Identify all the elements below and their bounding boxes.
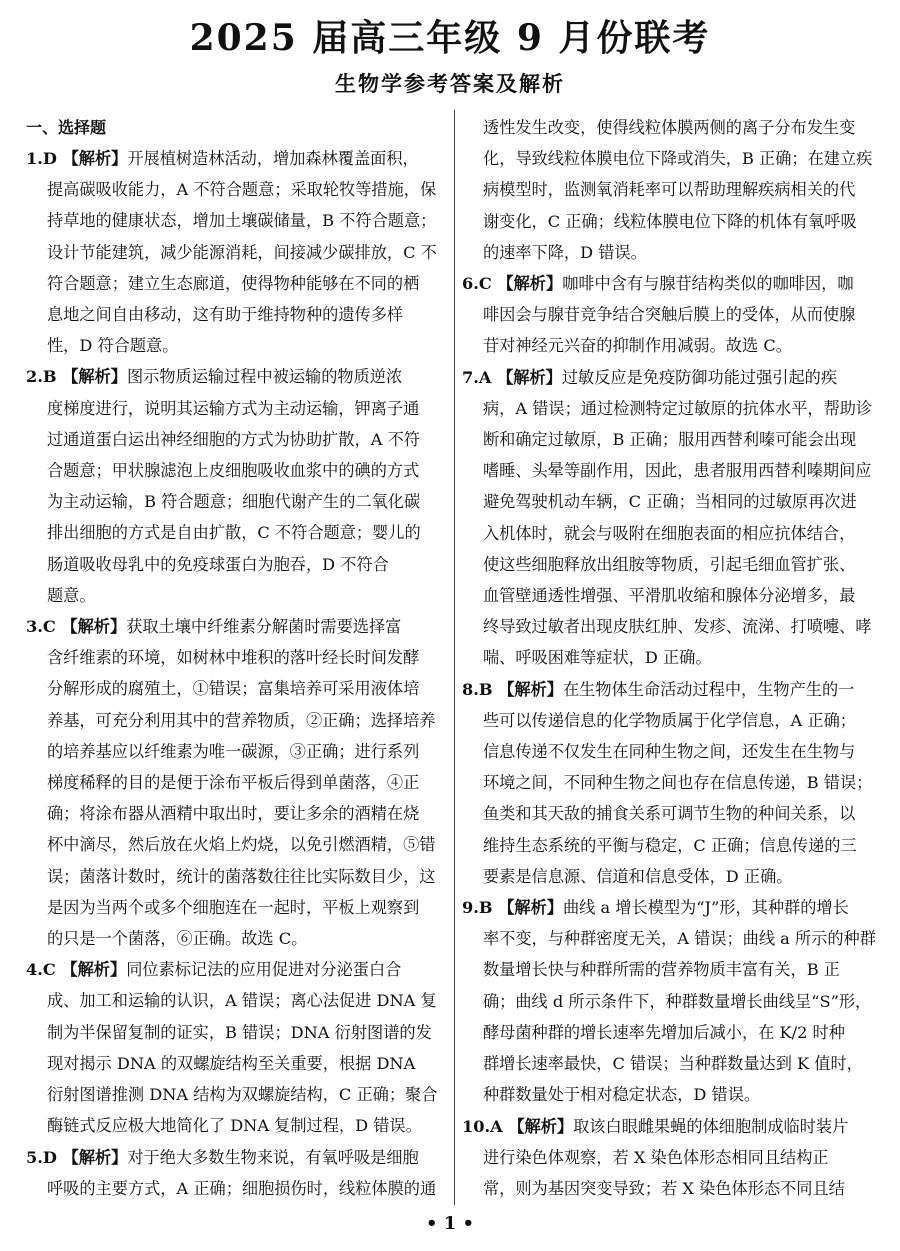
analysis-tag: 【解析】 bbox=[56, 149, 128, 168]
answer-line bbox=[26, 705, 444, 736]
answer-text: 取该白眼雌果蝇的体细胞制成临时装片 bbox=[573, 1116, 849, 1136]
answer-text: 成、加工和运输的认识，A 错误；离心法促进 DNA 复 bbox=[47, 991, 437, 1011]
answer-line bbox=[26, 205, 444, 236]
answer-line bbox=[26, 268, 444, 299]
answer-text: 过敏反应是免疫防御功能过强引起的疾 bbox=[561, 367, 838, 387]
answer-text: 呼吸的主要方式，A 正确；细胞损伤时，线粒体膜的通 bbox=[47, 1178, 437, 1198]
answer-text: 酵母菌种群的增长速率先增加后减小，在 K/2 时种 bbox=[483, 1022, 845, 1042]
answer-text: 喘、呼吸困难等症状，D 正确。 bbox=[483, 648, 712, 668]
right-column bbox=[462, 112, 880, 1204]
answer-line bbox=[26, 1110, 444, 1141]
answer-line bbox=[462, 954, 880, 985]
answer-text: 设计节能建筑，减少能源消耗，间接减少碳排放，C 不 bbox=[47, 242, 437, 262]
question-number: 4.C bbox=[26, 960, 56, 980]
answer-text: 化，导致线粒体膜电位下降或消失，B 正确；在建立疾 bbox=[483, 149, 873, 169]
answer-text: 的只是一个菌落，⑥正确。故选 C。 bbox=[47, 929, 308, 949]
answer-line bbox=[462, 143, 880, 174]
answer-text: 排出细胞的方式是自由扩散，C 不符合题意；婴儿的 bbox=[47, 523, 421, 543]
answer-text: 在生物体生命活动过程中，生物产生的一 bbox=[562, 679, 855, 699]
answer-line bbox=[26, 1173, 444, 1204]
answer-text: 养基，可充分利用其中的营养物质，②正确；选择培养 bbox=[47, 710, 436, 730]
answer-text: 题意。 bbox=[47, 585, 96, 605]
answer-text: 现对揭示 DNA 的双螺旋结构至关重要，根据 DNA bbox=[47, 1053, 416, 1073]
answer-text: 数量增长快与种群所需的营养物质丰富有关，B 正 bbox=[483, 960, 840, 980]
analysis-tag: 【解析】 bbox=[491, 274, 563, 294]
answer-text: 性，D 符合题意。 bbox=[47, 336, 179, 356]
answer-line bbox=[462, 518, 880, 549]
answer-line bbox=[462, 736, 880, 767]
answer-line bbox=[26, 330, 444, 361]
answer-text: 误；菌落计数时，统计的菌落数往往比实际数目少，这 bbox=[47, 866, 436, 886]
answer-text: 入机体时，就会与吸附在细胞表面的相应抗体结合， bbox=[483, 523, 856, 543]
analysis-tag: 【解析】 bbox=[55, 617, 127, 637]
answer-line bbox=[462, 798, 880, 829]
answer-text: 确；曲线 d 所示条件下，种群数量增长曲线呈“S”形， bbox=[483, 991, 872, 1011]
answer-text: 进行染色体观察，若 X 染色体形态相同且结构正 bbox=[483, 1147, 829, 1167]
answer-text: 提高碳吸收能力，A 不符合题意；采取轮牧等措施，保 bbox=[47, 180, 437, 200]
answer-line bbox=[26, 892, 444, 923]
answer-line bbox=[462, 767, 880, 798]
answer-text: 环境之间，不同种生物之间也存在信息传递，B 错误； bbox=[483, 773, 873, 793]
answer-line bbox=[462, 1048, 880, 1079]
answer-text: 的培养基应以纤维素为唯一碳源，③正确；进行系列 bbox=[47, 741, 420, 761]
answer-line bbox=[26, 1079, 444, 1110]
answer-text: 些可以传递信息的化学物质属于化学信息，A 正确； bbox=[483, 710, 856, 730]
answer-line bbox=[26, 985, 444, 1016]
answer-line bbox=[26, 143, 444, 174]
answer-text: 肠道吸收母乳中的免疫球蛋白为胞吞，D 不符合 bbox=[47, 554, 389, 574]
answer-text: 断和确定过敏原，B 正确；服用西替利嗪可能会出现 bbox=[483, 430, 857, 450]
answer-line bbox=[26, 1017, 444, 1048]
answer-text: 透性发生改变，使得线粒体膜两侧的离子分布发生变 bbox=[483, 118, 856, 137]
answer-text: 啡因会与腺苷竞争结合突触后膜上的受体，从而使腺 bbox=[483, 305, 856, 325]
answer-text: 的速率下降，D 错误。 bbox=[483, 242, 647, 262]
answer-line bbox=[26, 1142, 444, 1173]
section-heading: 一、选择题 bbox=[26, 118, 107, 137]
analysis-tag: 【解析】 bbox=[502, 1116, 574, 1136]
answer-text: 持草地的健康状态，增加土壤碳储量，B 不符合题意； bbox=[47, 211, 437, 231]
question-number: 6.C bbox=[462, 274, 492, 294]
answer-line bbox=[462, 611, 880, 642]
answer-line bbox=[462, 674, 880, 705]
answer-line bbox=[462, 986, 880, 1017]
answer-line bbox=[462, 455, 880, 486]
answer-line bbox=[26, 455, 444, 486]
answer-line bbox=[26, 486, 444, 517]
answer-text: 信息传递不仅发生在同种生物之间，还发生在生物与 bbox=[483, 742, 856, 762]
answer-line bbox=[26, 517, 444, 548]
answer-line bbox=[462, 1017, 880, 1048]
answer-text: 对于绝大多数生物来说，有氧呼吸是细胞 bbox=[127, 1147, 419, 1167]
answer-text: 获取土壤中纤维素分解菌时需要选择富 bbox=[126, 617, 402, 637]
answer-line bbox=[26, 549, 444, 580]
answer-text: 含纤维素的环境，如树林中堆积的落叶经长时间发酵 bbox=[47, 648, 420, 668]
answer-text: 要素是信息源、信道和信息受体，D 正确。 bbox=[483, 866, 793, 886]
answer-text: 开展植树造林活动，增加森林覆盖面积， bbox=[127, 149, 419, 168]
answer-line bbox=[462, 830, 880, 861]
answer-text: 是因为当两个或多个细胞连在一起时，平板上观察到 bbox=[47, 897, 420, 917]
answer-text: 杯中滴尽，然后放在火焰上灼烧，以免引燃酒精，⑤错 bbox=[47, 835, 436, 855]
answer-text: 分解形成的腐殖土，①错误；富集培养可采用液体培 bbox=[47, 679, 420, 699]
answer-text: 病模型时，监测氧消耗率可以帮助理解疾病相关的代 bbox=[483, 180, 856, 200]
answer-line bbox=[26, 237, 444, 268]
analysis-tag: 【解析】 bbox=[492, 679, 563, 699]
answer-text: 同位素标记法的应用促进对分泌蛋白合 bbox=[126, 960, 402, 980]
answer-text: 谢变化，C 正确；线粒体膜电位下降的机体有氧呼吸 bbox=[483, 211, 857, 231]
answer-text: 符合题意；建立生态廊道，使得物种能够在不同的栖 bbox=[47, 273, 420, 293]
answer-text: 确；将涂布器从酒精中取出时，要让多余的酒精在烧 bbox=[47, 804, 420, 824]
answer-line bbox=[462, 549, 880, 580]
answer-line bbox=[462, 174, 880, 205]
answer-line bbox=[462, 268, 880, 299]
question-number: 2.B bbox=[26, 367, 57, 387]
analysis-tag: 【解析】 bbox=[56, 1147, 128, 1167]
answer-line bbox=[26, 767, 444, 798]
answer-text: 合题意；甲状腺滤泡上皮细胞吸收血浆中的碘的方式 bbox=[47, 461, 420, 481]
left-column bbox=[26, 112, 444, 1204]
question-number: 9.B bbox=[462, 898, 493, 918]
analysis-tag: 【解析】 bbox=[56, 367, 127, 387]
page-subtitle: 生物学参考答案及解析 bbox=[335, 71, 565, 96]
answer-line bbox=[26, 1048, 444, 1079]
answer-text: 嗜睡、头晕等副作用，因此，患者服用西替利嗪期间应 bbox=[483, 461, 872, 481]
answer-line bbox=[26, 673, 444, 704]
analysis-tag: 【解析】 bbox=[492, 898, 563, 918]
answer-text: 咖啡中含有与腺苷结构类似的咖啡因，咖 bbox=[562, 274, 854, 294]
answer-text: 为主动运输，B 符合题意；细胞代谢产生的二氧化碳 bbox=[47, 492, 421, 512]
answer-line bbox=[462, 424, 880, 455]
answer-text: 苷对神经元兴奋的抑制作用减弱。故选 C。 bbox=[483, 336, 792, 356]
question-number: 10.A bbox=[462, 1116, 503, 1136]
answer-line bbox=[26, 923, 444, 954]
answer-line bbox=[462, 237, 880, 268]
question-number: 7.A bbox=[462, 367, 492, 387]
column-divider bbox=[454, 110, 455, 1205]
answer-text: 种群数量处于相对稳定状态，D 错误。 bbox=[483, 1085, 761, 1105]
answer-text: 维持生态系统的平衡与稳定，C 正确；信息传递的三 bbox=[483, 835, 857, 855]
answer-line bbox=[462, 892, 880, 923]
answer-text: 常，则为基因突变导致；若 X 染色体形态不同且结 bbox=[483, 1178, 845, 1198]
answer-text: 度梯度进行，说明其运输方式为主动运输，钾离子通 bbox=[47, 398, 420, 418]
analysis-tag: 【解析】 bbox=[55, 960, 127, 980]
answer-line bbox=[462, 705, 880, 736]
answer-text: 酶链式反应极大地简化了 DNA 复制过程，D 错误。 bbox=[47, 1116, 422, 1136]
answer-line bbox=[26, 361, 444, 392]
answer-line bbox=[26, 861, 444, 892]
answer-text: 图示物质运输过程中被运输的物质逆浓 bbox=[126, 367, 403, 387]
answer-line bbox=[462, 1173, 880, 1204]
answer-text: 曲线 a 增长模型为“J”形，其种群的增长 bbox=[562, 898, 849, 918]
answer-line bbox=[462, 393, 880, 424]
answer-line bbox=[462, 1111, 880, 1142]
answer-text: 鱼类和其天敌的捕食关系可调节生物的种间关系，以 bbox=[483, 804, 856, 824]
page-title: 2025 届高三年级 9 月份联考 bbox=[189, 17, 711, 59]
answer-text: 群增长速率最快，C 错误；当种群数量达到 K 值时， bbox=[483, 1054, 863, 1074]
answer-line bbox=[26, 299, 444, 330]
question-number: 8.B bbox=[462, 679, 493, 699]
question-number: 5.D bbox=[26, 1147, 57, 1167]
answer-line bbox=[26, 736, 444, 767]
answer-line bbox=[462, 112, 880, 143]
answer-line bbox=[462, 580, 880, 611]
answer-line bbox=[26, 954, 444, 985]
answer-text: 过通道蛋白运出神经细胞的方式为协助扩散，A 不符 bbox=[47, 429, 420, 449]
page-number: • 1 • bbox=[425, 1213, 475, 1234]
answer-line bbox=[462, 1079, 880, 1110]
answer-line bbox=[462, 299, 880, 330]
answer-line bbox=[462, 1142, 880, 1173]
answer-text: 率不变，与种群密度无关，A 错误；曲线 a 所示的种群 bbox=[483, 929, 876, 949]
question-number: 1.D bbox=[26, 149, 57, 168]
question-number: 3.C bbox=[26, 617, 56, 637]
answer-line bbox=[26, 580, 444, 611]
answer-text: 息地之间自由移动，这有助于维持物种的遗传多样 bbox=[47, 305, 404, 325]
analysis-tag: 【解析】 bbox=[491, 367, 562, 387]
answer-text: 制为半保留复制的证实，B 错误；DNA 衍射图谱的发 bbox=[47, 1022, 432, 1042]
answer-text: 血管壁通透性增强、平滑肌收缩和腺体分泌增多，最 bbox=[483, 586, 856, 606]
answer-line bbox=[26, 174, 444, 205]
answer-line bbox=[462, 642, 880, 673]
answer-line bbox=[26, 798, 444, 829]
answer-line bbox=[26, 424, 444, 455]
answer-line bbox=[26, 393, 444, 424]
answer-line bbox=[462, 330, 880, 361]
answer-text: 衍射图谱推测 DNA 结构为双螺旋结构，C 正确；聚合 bbox=[47, 1085, 438, 1105]
answer-text: 梯度稀释的目的是便于涂布平板后得到单菌落，④正 bbox=[47, 773, 420, 793]
answer-line bbox=[462, 861, 880, 892]
answer-line bbox=[462, 206, 880, 237]
answer-text: 终导致过敏者出现皮肤红肿、发疹、流涕、打喷嚏、哮 bbox=[483, 617, 872, 637]
answer-line bbox=[462, 486, 880, 517]
answer-text: 使这些细胞释放出组胺等物质，引起毛细血管扩张、 bbox=[483, 554, 856, 574]
answer-line bbox=[26, 829, 444, 860]
answer-text: 病，A 错误；通过检测特定过敏原的抗体水平，帮助诊 bbox=[483, 398, 873, 418]
answer-line bbox=[26, 611, 444, 642]
answer-line bbox=[462, 923, 880, 954]
answer-line bbox=[462, 362, 880, 393]
answer-line bbox=[26, 642, 444, 673]
answer-text: 避免驾驶机动车辆，C 正确；当相同的过敏原再次进 bbox=[483, 492, 857, 512]
